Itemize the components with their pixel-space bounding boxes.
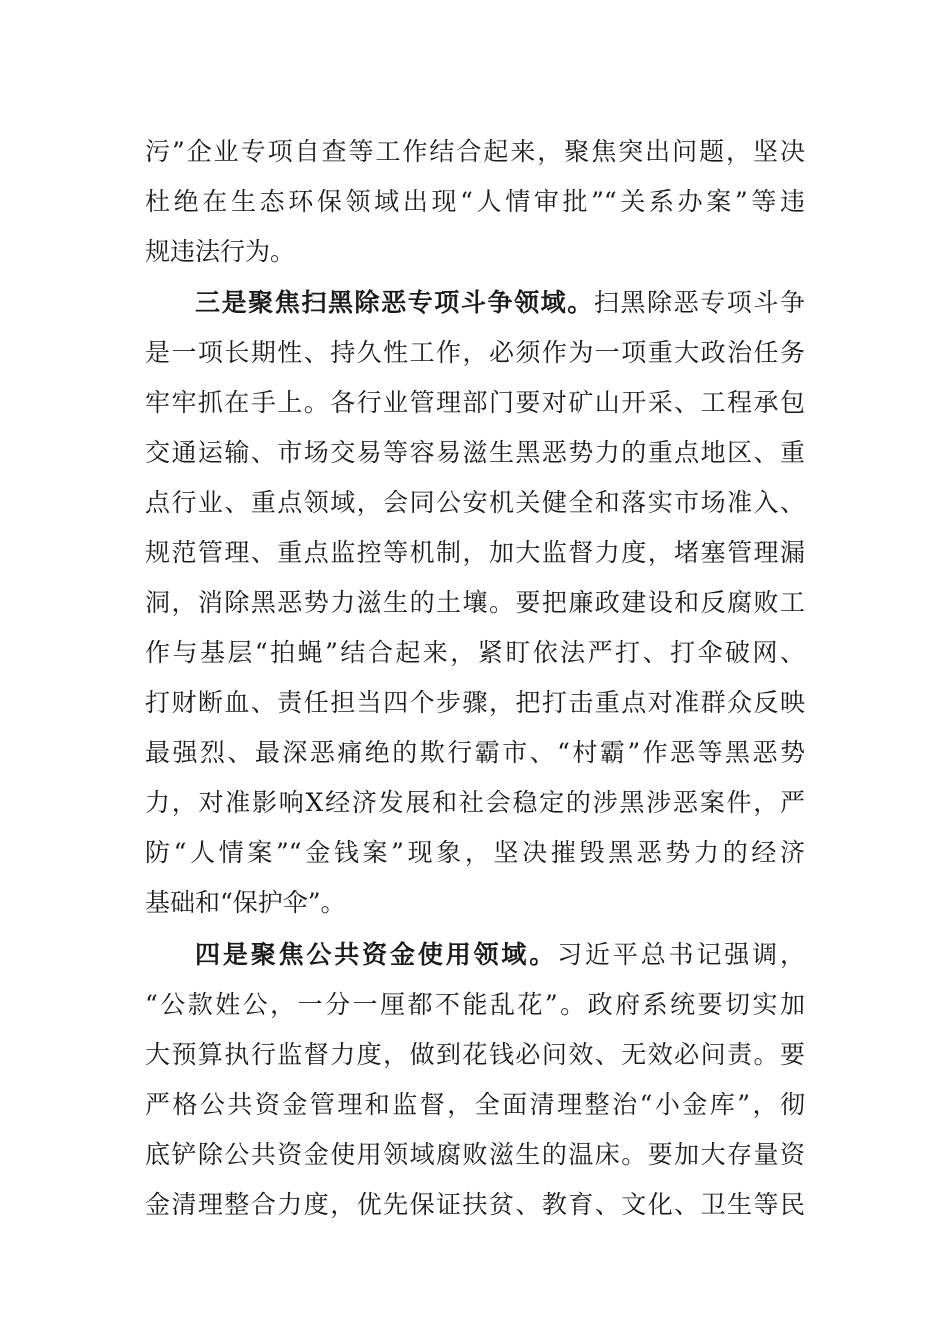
paragraph-2-line: 点行业、重点领域，会同公安机关健全和落实市场准入、 (145, 488, 805, 517)
paragraph-2-line: 洞，消除黑恶势力滋生的土壤。要把廉政建设和反腐败工 (145, 588, 805, 617)
paragraph-3-heading: 四是聚焦公共资金使用领域。 (195, 940, 558, 969)
paragraph-3-first-line (195, 935, 805, 975)
paragraph-3-line: “公款姓公，一分一厘都不能乱花”。政府系统要切实加 (145, 990, 805, 1019)
paragraph-3-line: 底铲除公共资金使用领域腐败滋生的温床。要加大存量资 (145, 1140, 805, 1169)
paragraph-2-line: 基础和“保护伞”。 (145, 888, 346, 917)
paragraph-1-line-2: 杜绝在生态环保领域出现“人情审批”“关系办案”等违 (145, 187, 805, 216)
paragraph-2-line: 力，对准影响X经济发展和社会稳定的涉黑涉恶案件，严 (145, 788, 805, 817)
paragraph-2-line: 防“人情案”“金钱案”现象，坚决摧毁黑恶势力的经济 (145, 838, 805, 867)
paragraph-3-first-line-text: 习近平总书记强调， (557, 940, 805, 969)
paragraph-2-line: 是一项长期性、持久性工作，必须作为一项重大政治任务 (145, 338, 805, 367)
paragraph-2-heading: 三是聚焦扫黑除恶专项斗争领域。 (195, 288, 594, 317)
paragraph-2-line: 牢牢抓在手上。各行业管理部门要对矿山开采、工程承包 (145, 388, 805, 417)
paragraph-2-line: 交通运输、市场交易等容易滋生黑恶势力的重点地区、重 (145, 438, 805, 467)
paragraph-3-line: 严格公共资金管理和监督，全面清理整治“小金库”，彻 (145, 1090, 805, 1119)
paragraph-3-line: 大预算执行监督力度，做到花钱必问效、无效必问责。要 (145, 1040, 805, 1069)
paragraph-1-line-1: 污”企业专项自查等工作结合起来，聚焦突出问题，坚决 (145, 137, 805, 166)
paragraph-2-line: 最强烈、最深恶痛绝的欺行霸市、“村霸”作恶等黑恶势 (145, 738, 805, 767)
paragraph-1-line-3: 规违法行为。 (145, 237, 296, 266)
paragraph-2-first-line-text: 扫黑除恶专项斗争 (593, 288, 805, 317)
paragraph-2-line: 打财断血、责任担当四个步骤，把打击重点对准群众反映 (145, 688, 805, 717)
paragraph-2-line: 作与基层“拍蝇”结合起来，紧盯依法严打、打伞破网、 (145, 638, 805, 667)
paragraph-3-line: 金清理整合力度，优先保证扶贫、教育、文化、卫生等民 (145, 1190, 805, 1219)
paragraph-2-first-line (195, 283, 805, 323)
paragraph-2-line: 规范管理、重点监控等机制，加大监督力度，堵塞管理漏 (145, 538, 805, 567)
